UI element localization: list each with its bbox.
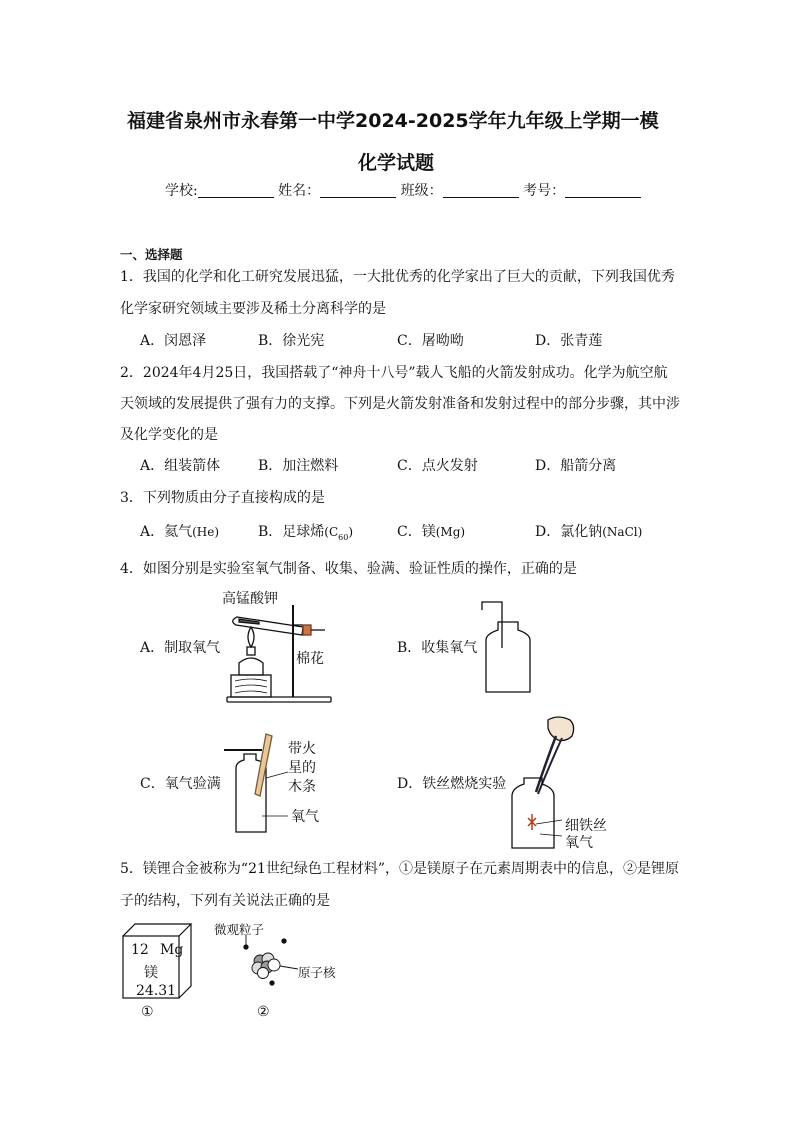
q4-label-c2: 星的	[288, 760, 316, 776]
electron	[270, 981, 274, 985]
class-field[interactable]	[443, 183, 519, 198]
q1-option-c[interactable]: C．屠呦呦	[397, 333, 464, 349]
q3-option-b[interactable]	[258, 525, 353, 542]
examno-label: 考号：	[523, 183, 566, 199]
q1-option-d[interactable]: D．张青莲	[535, 333, 603, 349]
electron	[282, 939, 286, 943]
q3-formula-b-sub: 60	[338, 532, 349, 542]
q3-option-b-label: B．足球烯	[258, 524, 325, 540]
name-field[interactable]	[320, 183, 396, 198]
section-heading: 一、选择题	[120, 247, 183, 262]
q4-option-d[interactable]: D．铁丝燃烧实验	[397, 776, 507, 792]
q4-a-apparatus	[225, 605, 335, 705]
label-nucleus: 原子核	[298, 965, 336, 980]
q4-label-d1: 细铁丝	[565, 818, 607, 834]
q3-formula-d: (NaCl)	[602, 525, 643, 539]
q4-option-c[interactable]: C．氧气验满	[140, 776, 221, 792]
wood-block	[231, 675, 271, 697]
atom-diagram	[232, 933, 302, 993]
nucleon	[268, 959, 280, 971]
q2-option-b[interactable]: B．加注燃料	[258, 458, 339, 474]
q1-option-a[interactable]: A．闵恩泽	[140, 333, 207, 349]
tongs	[536, 736, 556, 792]
q3-option-c-label: C．镁	[397, 524, 436, 540]
q4-label-c3: 木条	[288, 779, 316, 795]
school-field[interactable]	[198, 183, 274, 198]
wooden-splint	[255, 734, 272, 796]
q3-formula-a: (He)	[192, 525, 220, 539]
q3-option-d-label: D．氯化钠	[535, 524, 603, 540]
q4-label-cotton: 棉花	[296, 651, 324, 667]
examno-field[interactable]	[565, 183, 641, 198]
q4-label-kmno4: 高锰酸钾	[222, 591, 278, 607]
name-label: 姓名：	[278, 183, 321, 199]
hand	[548, 717, 574, 741]
q3-option-d[interactable]	[535, 525, 642, 539]
q4-c-apparatus	[222, 732, 292, 834]
gas-bottle	[486, 622, 530, 692]
q2-line2: 天领域的发展提供了强有力的支撑。下列是火箭发射准备和发射过程中的部分步骤，其中涉	[120, 396, 680, 412]
marker-1: ①	[141, 1004, 154, 1020]
q3-formula-b-close: )	[348, 525, 354, 539]
q4-b-bottle	[480, 600, 540, 700]
q3-formula-b-open: (C	[324, 525, 339, 539]
q4-line1: 4．如图分别是实验室氧气制备、收集、验满、验证性质的操作，正确的是	[120, 561, 577, 577]
marker-2: ②	[257, 1004, 270, 1020]
q2-line3: 及化学变化的是	[120, 427, 218, 443]
q4-d-apparatus	[500, 712, 580, 852]
class-label: 班级：	[400, 183, 443, 199]
school-label: 学校:	[165, 183, 198, 199]
nucleon	[258, 968, 269, 979]
q3-option-c[interactable]	[397, 525, 465, 539]
element-name: 镁	[144, 965, 158, 981]
sparks	[528, 814, 536, 830]
alcohol-lamp	[239, 658, 263, 675]
student-info	[165, 183, 641, 198]
glass-tube	[482, 602, 502, 648]
q1-line2: 化学家研究领域主要涉及稀土分离科学的是	[120, 301, 386, 317]
q2-line1: 2．2024年4月25日，我国搭载了“神舟十八号”载人飞船的火箭发射成功。化学为航空航	[120, 365, 668, 381]
element-symbol: Mg	[160, 942, 184, 958]
electron	[244, 945, 248, 949]
page-subtitle: 化学试题	[358, 152, 435, 174]
q4-option-a[interactable]: A．制取氧气	[140, 640, 221, 656]
gas-bottle	[512, 778, 554, 848]
q1-option-b[interactable]: B．徐光宪	[258, 333, 325, 349]
q3-line1: 3．下列物质由分子直接构成的是	[120, 490, 325, 506]
q4-option-b[interactable]: B．收集氧气	[397, 640, 478, 656]
q3-option-a-label: A．氦气	[140, 524, 193, 540]
stopper	[303, 625, 311, 635]
q2-option-d[interactable]: D．船箭分离	[535, 458, 617, 474]
q2-option-a[interactable]: A．组装箭体	[140, 458, 221, 474]
page-title: 福建省泉州市永春第一中学2024-2025学年九年级上学期一模	[127, 110, 659, 132]
q2-option-c[interactable]: C．点火发射	[397, 458, 478, 474]
q4-label-c4: 氧气	[291, 809, 319, 825]
q4-label-c1: 带火	[288, 741, 316, 757]
q5-line2: 子的结构，下列有关说法正确的是	[120, 893, 330, 909]
q5-line1: 5．镁锂合金被称为“21世纪绿色工程材料”，①是镁原子在元素周期表中的信息，②是锂原	[120, 861, 680, 877]
q3-option-a[interactable]	[140, 525, 219, 539]
q3-formula-c: (Mg)	[435, 525, 466, 539]
label-particle: 微观粒子	[214, 922, 265, 937]
flame	[248, 627, 254, 647]
q4-label-d2: 氧气	[565, 835, 593, 851]
element-mass: 24.31	[136, 983, 177, 999]
stand-base	[227, 697, 331, 702]
element-number: 12	[131, 942, 149, 958]
q1-line1: 1．我国的化学和化工研究发展迅猛，一大批优秀的化学家出了巨大的贡献，下列我国优秀	[120, 269, 675, 285]
